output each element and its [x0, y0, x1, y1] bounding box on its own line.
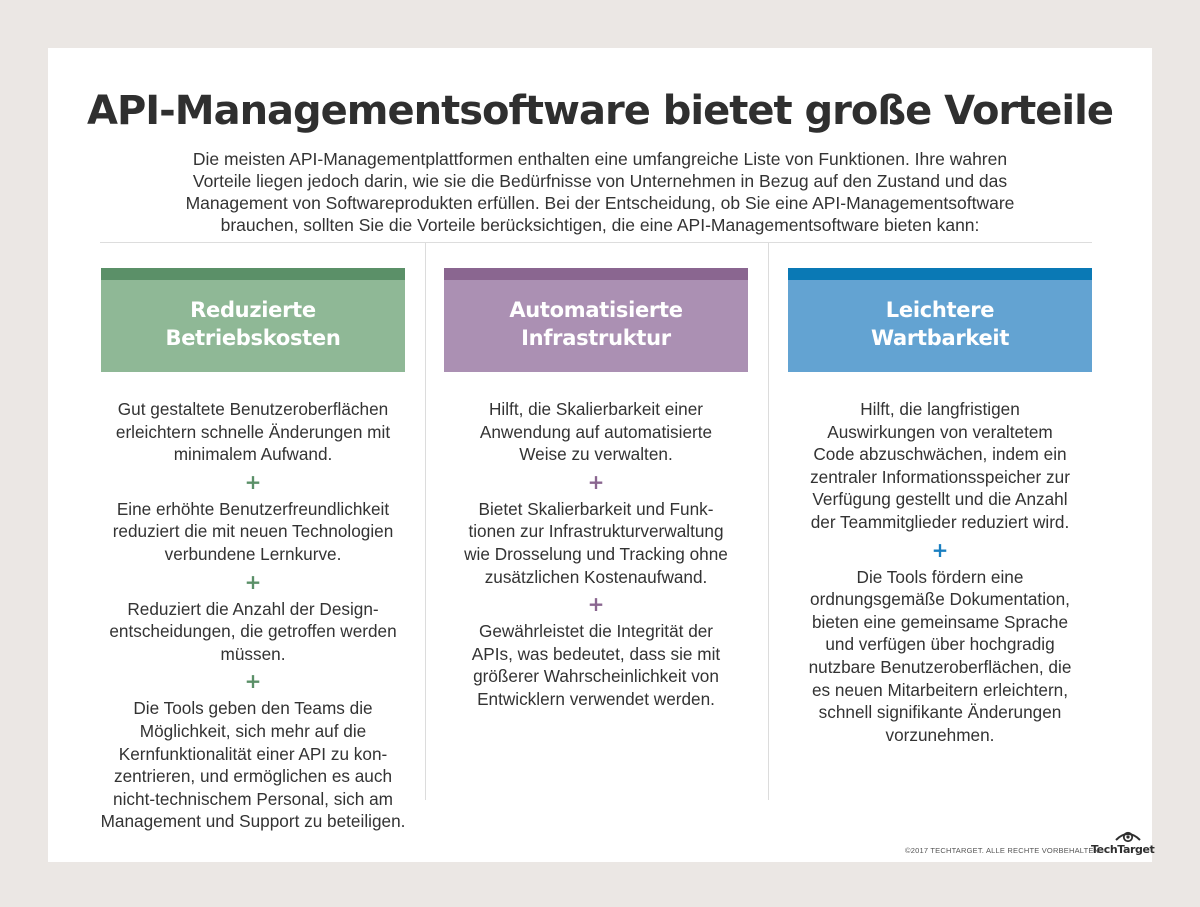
- benefit-line: APIs, was bedeutet, dass sie mit: [471, 643, 721, 664]
- benefit-line: reduziert die mit neuen Technologien: [112, 521, 394, 542]
- intro-paragraph: [150, 148, 1050, 236]
- column-automated-infrastructure: [444, 268, 748, 709]
- benefit-line: Entwicklern verwendet werden.: [477, 688, 715, 709]
- benefit-line: Verfügung gestellt und die Anzahl: [812, 489, 1068, 510]
- plus-icon: +: [587, 592, 605, 617]
- column-header-line: Wartbarkeit: [870, 326, 1010, 350]
- benefit-line: Kernfunktionalität einer API zu kon-: [118, 743, 388, 764]
- column-body: [774, 398, 1106, 746]
- benefit-line: Eine erhöhte Benutzerfreundlichkeit: [116, 498, 390, 519]
- benefit-line: Hilft, die langfristigen: [860, 399, 1020, 419]
- benefit-line: erleichtern schnelle Änderungen mit: [115, 421, 391, 442]
- copyright-notice: ©2017 TECHTARGET. ALLE RECHTE VORBEHALTEN.: [905, 846, 1102, 855]
- benefit-item: [774, 566, 1106, 747]
- column-header-bar: [101, 268, 405, 280]
- page-title: API-Managementsoftware bietet große Vorteile: [87, 88, 1113, 134]
- column-header-bar: [444, 268, 748, 280]
- column-header-title: [444, 296, 748, 352]
- benefit-line: verbundene Lernkurve.: [164, 543, 342, 564]
- benefit-item: [87, 498, 419, 566]
- benefit-line: Möglichkeit, sich mehr auf die: [139, 720, 367, 741]
- benefit-line: Weise zu verwalten.: [519, 444, 673, 465]
- benefit-line: Auswirkungen von veraltetem: [827, 421, 1053, 442]
- column-header-title: [788, 296, 1092, 352]
- plus-icon: +: [244, 469, 262, 494]
- benefit-line: tionen zur Infrastrukturverwaltung: [468, 521, 724, 542]
- benefit-line: Gewährleistet die Integrität der: [478, 621, 714, 642]
- column-header: [101, 268, 405, 372]
- benefit-line: Die Tools fördern eine: [856, 566, 1024, 587]
- column-header-title: [101, 296, 405, 352]
- benefit-line: schnell signifikante Änderungen: [818, 702, 1062, 723]
- benefit-line: und verfügen über hochgradig: [825, 634, 1055, 655]
- benefit-line: zentraler Informationsspeicher zur: [810, 466, 1070, 487]
- plus-icon: +: [244, 569, 262, 594]
- plus-icon: +: [931, 537, 949, 562]
- benefit-line: vorzunehmen.: [885, 724, 995, 745]
- column-easier-maintenance: [788, 268, 1092, 745]
- benefit-line: Hilft, die Skalierbarkeit einer: [489, 399, 703, 419]
- benefit-line: entscheidungen, die getroffen werden: [109, 621, 397, 642]
- plus-icon: +: [587, 469, 605, 494]
- intro-line: Management von Softwareprodukten erfüllen. Bei der Entscheidung, ob Sie eine API-Managementsoftware: [185, 193, 1015, 213]
- intro-line: Die meisten API-Managementplattformen enthalten eine umfangreiche Liste von Funktionen. Ihre wahren: [192, 149, 1008, 169]
- column-header-bar: [788, 268, 1092, 280]
- benefit-line: Management und Support zu beteiligen.: [100, 811, 406, 832]
- benefit-line: nicht-technischem Personal, sich am: [113, 788, 393, 809]
- column-body: [430, 398, 762, 711]
- intro-line: Vorteile liegen jedoch darin, wie sie die Bedürfnisse von Unternehmen in Bezug auf den Zustand und das: [192, 171, 1008, 191]
- column-header-line: Leichtere: [885, 298, 995, 322]
- benefit-line: Reduziert die Anzahl der Design-: [127, 598, 379, 619]
- benefit-line: bieten eine gemeinsame Sprache: [811, 611, 1069, 632]
- column-header-line: Infrastruktur: [521, 326, 671, 350]
- benefit-item: [430, 498, 762, 588]
- benefit-line: Code abzuschwächen, indem ein: [813, 444, 1067, 465]
- benefit-item: [87, 697, 419, 833]
- benefit-line: Bietet Skalierbarkeit und Funk-: [478, 498, 714, 519]
- benefit-item: [430, 620, 762, 710]
- benefit-item: [430, 398, 762, 466]
- column-divider: [425, 243, 426, 800]
- benefit-line: Gut gestaltete Benutzeroberflächen: [117, 399, 389, 419]
- column-header: [788, 268, 1092, 372]
- benefit-line: ordnungsgemäße Dokumentation,: [810, 589, 1070, 610]
- column-reduced-costs: [100, 268, 406, 832]
- intro-divider: [100, 242, 1092, 243]
- benefit-line: der Teammitglieder reduziert wird.: [810, 511, 1070, 532]
- benefit-line: es neuen Mitarbeitern erleichtern,: [811, 679, 1069, 700]
- benefit-line: Die Tools geben den Teams die: [133, 698, 373, 719]
- benefit-line: zusätzlichen Kostenaufwand.: [484, 566, 708, 587]
- benefit-item: [774, 398, 1106, 534]
- benefit-item: [87, 598, 419, 666]
- intro-line: brauchen, sollten Sie die Vorteile berücksichtigen, die eine API-Managementsoftware bieten kann:: [220, 215, 980, 235]
- benefit-line: müssen.: [220, 643, 286, 664]
- column-divider: [768, 243, 769, 800]
- column-header: [444, 268, 748, 372]
- benefit-line: wie Drosselung und Tracking ohne: [464, 543, 728, 564]
- benefit-item: [87, 398, 419, 466]
- column-header-line: Reduzierte: [190, 298, 316, 322]
- benefit-line: zentrieren, und ermöglichen es auch: [113, 766, 393, 787]
- benefit-line: nutzbare Benutzeroberflächen, die: [808, 656, 1072, 677]
- column-header-line: Automatisierte: [509, 298, 683, 322]
- techtarget-logo-text: TechTarget: [1091, 843, 1155, 856]
- column-header-line: Betriebskosten: [165, 326, 341, 350]
- benefit-line: minimalem Aufwand.: [173, 444, 333, 465]
- benefit-line: größerer Wahrscheinlichkeit von: [473, 666, 719, 687]
- benefit-line: Anwendung auf automatisierte: [479, 421, 713, 442]
- plus-icon: +: [244, 669, 262, 694]
- column-body: [87, 398, 419, 833]
